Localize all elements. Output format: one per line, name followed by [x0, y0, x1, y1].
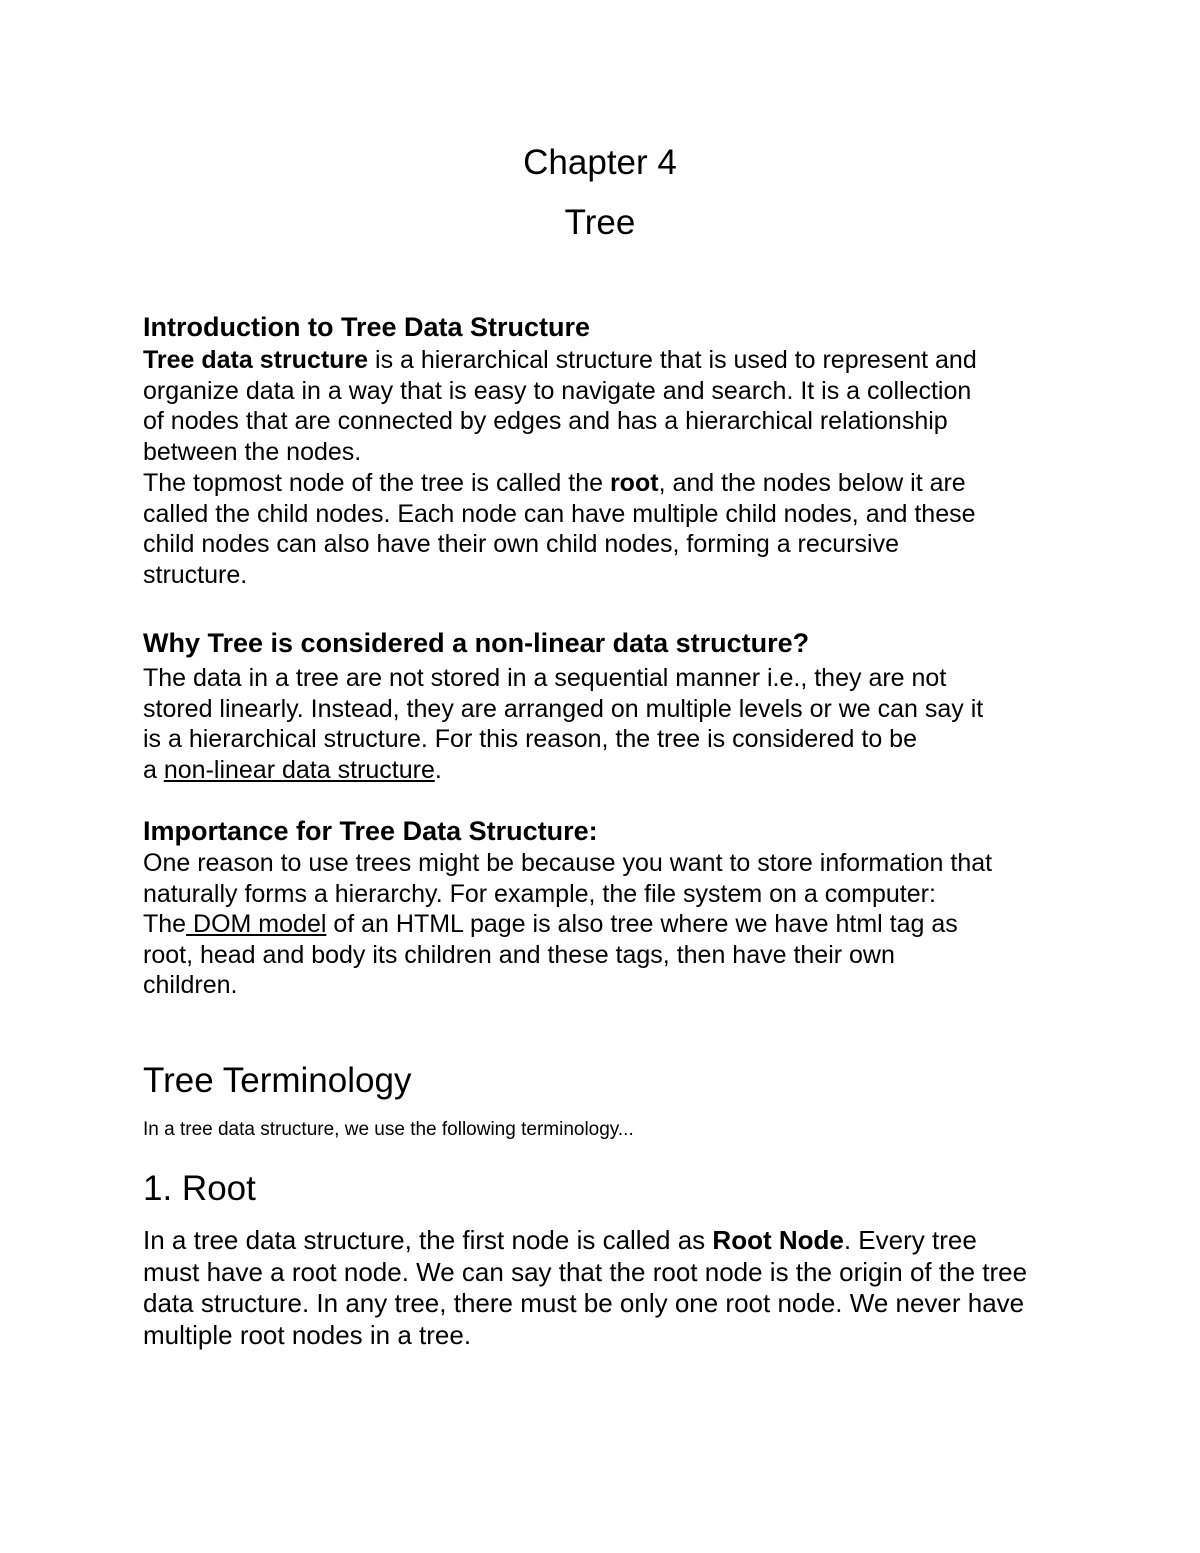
intro-p2-line-3: child nodes can also have their own child nodes, forming a recursive [143, 530, 899, 559]
intro-p1-bold-lead: Tree data structure [143, 346, 369, 374]
importance-heading: Importance for Tree Data Structure: [143, 816, 598, 846]
intro-p1-line-2: organize data in a way that is easy to navigate and search. It is a collection [143, 376, 972, 405]
importance-line-1: One reason to use trees might be because you want to store information that [143, 849, 993, 877]
importance-paragraph [143, 848, 1073, 1001]
importance-line-3-pre: The [143, 910, 187, 939]
root-line-1-pre: In a tree data structure, the first node is called as [143, 1225, 713, 1255]
root-line-3: data structure. In any tree, there must be only one root node. We never have [143, 1288, 1025, 1319]
importance-line-3 [143, 909, 1073, 940]
intro-p1-line-1-rest: is a hierarchical structure that is used to represent and [368, 346, 977, 374]
non-linear-data-structure-link[interactable]: non-linear data structure [163, 755, 435, 784]
intro-heading: Introduction to Tree Data Structure [143, 312, 591, 342]
root-line-4: multiple root nodes in a tree. [143, 1319, 472, 1350]
nonlinear-line-3: is a hierarchical structure. For this reason, the tree is considered to be [143, 725, 917, 754]
nonlinear-line-1: The data in a tree are not stored in a sequential manner i.e., they are not [143, 664, 947, 692]
importance-line-3-post: of an HTML page is also tree where we have html tag as [326, 910, 958, 939]
root-line-1-post: . Every tree [843, 1225, 977, 1255]
chapter-subject-title: Tree [564, 203, 636, 242]
nonlinear-line-4 [143, 755, 1073, 786]
importance-line-5: children. [143, 971, 238, 1000]
terminology-intro: In a tree data structure, we use the following terminology... [143, 1119, 634, 1140]
terminology-heading: Tree Terminology [143, 1061, 412, 1100]
root-line-1 [143, 1225, 1073, 1257]
intro-p2-root-bold: root [609, 469, 659, 497]
root-paragraph [143, 1225, 1073, 1351]
dom-model-link[interactable]: DOM model [186, 910, 327, 939]
intro-p2-line-1-post: , and the nodes below it are [658, 469, 966, 497]
intro-p1-line-4: between the nodes. [143, 437, 362, 466]
nonlinear-line-2: stored linearly. Instead, they are arranged on multiple levels or we can say it [143, 694, 984, 723]
intro-p2-line-4: structure. [143, 560, 248, 589]
intro-p1-line-3: of nodes that are connected by edges and has a hierarchical relationship [143, 407, 948, 436]
chapter-title: Chapter 4 [523, 143, 677, 182]
root-line-2: must have a root node. We can say that the root node is the origin of the tree [143, 1256, 1028, 1287]
intro-p2-line-1 [143, 468, 1073, 499]
intro-p2-line-1-pre: The topmost node of the tree is called the [143, 469, 610, 497]
root-heading: 1. Root [143, 1169, 256, 1208]
importance-line-4: root, head and body its children and these tags, then have their own [143, 940, 895, 969]
root-node-bold: Root Node [712, 1225, 844, 1255]
nonlinear-line-4-pre: a [143, 755, 164, 784]
importance-line-2: naturally forms a hierarchy. For example, the file system on a computer: [143, 879, 936, 908]
nonlinear-line-4-post: . [434, 755, 442, 784]
nonlinear-paragraph [143, 663, 1073, 785]
nonlinear-heading: Why Tree is considered a non-linear data structure? [143, 628, 810, 658]
intro-p2-line-2: called the child nodes. Each node can have multiple child nodes, and these [143, 499, 976, 528]
intro-p1-line-1 [143, 345, 1073, 376]
intro-paragraph-1 [143, 345, 1073, 467]
intro-paragraph-2 [143, 468, 1073, 590]
